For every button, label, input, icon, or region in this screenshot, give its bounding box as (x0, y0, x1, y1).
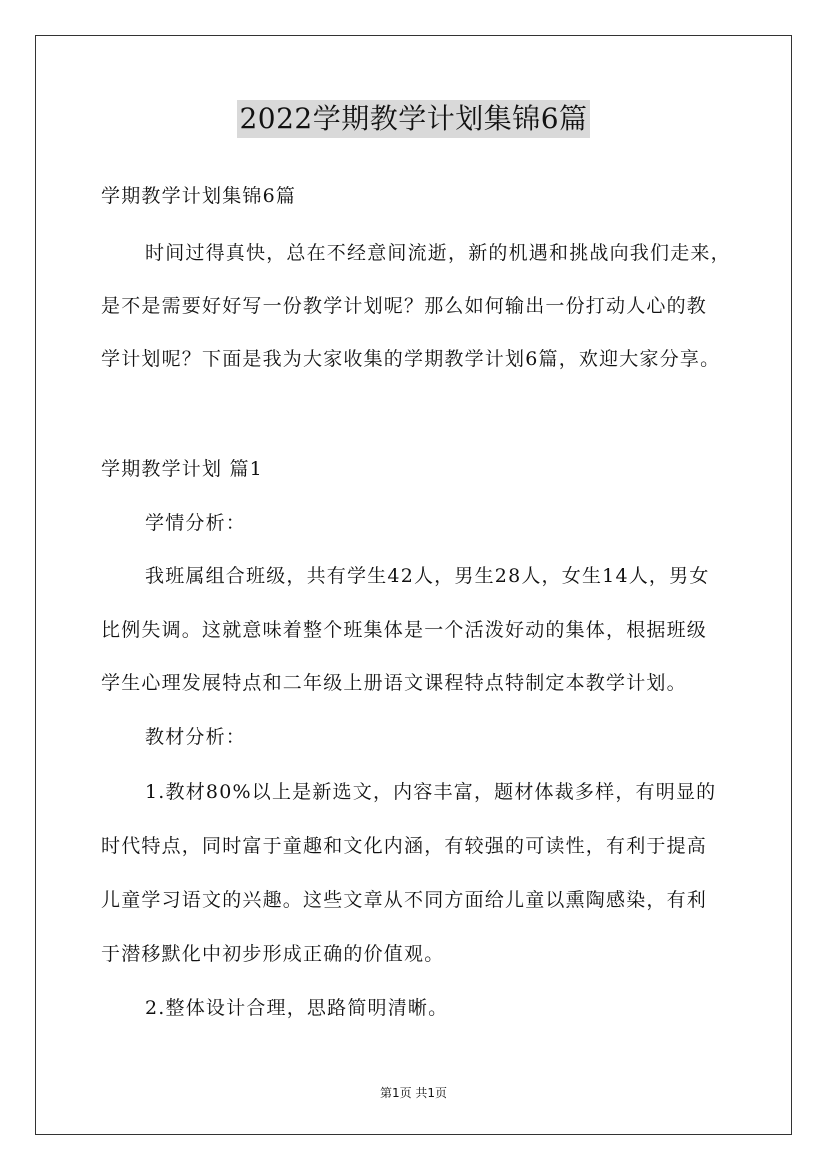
subtitle: 学期教学计划集锦6篇 (101, 185, 297, 207)
document-title: 2022学期教学计划集锦6篇 (237, 100, 589, 138)
section-heading: 学期教学计划 篇1 (101, 458, 263, 480)
intro-line: 是不是需要好好写一份教学计划呢？那么如何输出一份打动人心的教 (101, 295, 708, 317)
intro-line: 时间过得真快，总在不经意间流逝，新的机遇和挑战向我们走来， (145, 242, 731, 264)
point-2: 2.整体设计合理，思路简明清晰。 (145, 997, 449, 1019)
xueqing-line: 比例失调。这就意味着整个班集体是一个活泼好动的集体，根据班级 (101, 619, 708, 641)
jiaocai-line: 时代特点，同时富于童趣和文化内涵，有较强的可读性，有利于提高 (101, 835, 708, 857)
xueqing-heading: 学情分析： (145, 512, 247, 534)
jiaocai-line: 儿童学习语文的兴趣。这些文章从不同方面给儿童以熏陶感染，有利 (101, 889, 708, 911)
intro-line: 学计划呢？下面是我为大家收集的学期教学计划6篇，欢迎大家分享。 (101, 348, 721, 370)
jiaocai-line: 于潜移默化中初步形成正确的价值观。 (101, 943, 445, 965)
jiaocai-line: 1.教材80%以上是新选文，内容丰富，题材体裁多样，有明显的 (145, 781, 717, 803)
xueqing-line: 我班属组合班级，共有学生42人，男生28人，女生14人，男女 (145, 565, 710, 587)
jiaocai-heading: 教材分析： (145, 726, 247, 748)
page-indicator: 第1页 共1页 (379, 1086, 448, 1100)
xueqing-line: 学生心理发展特点和二年级上册语文课程特点特制定本教学计划。 (101, 672, 687, 694)
